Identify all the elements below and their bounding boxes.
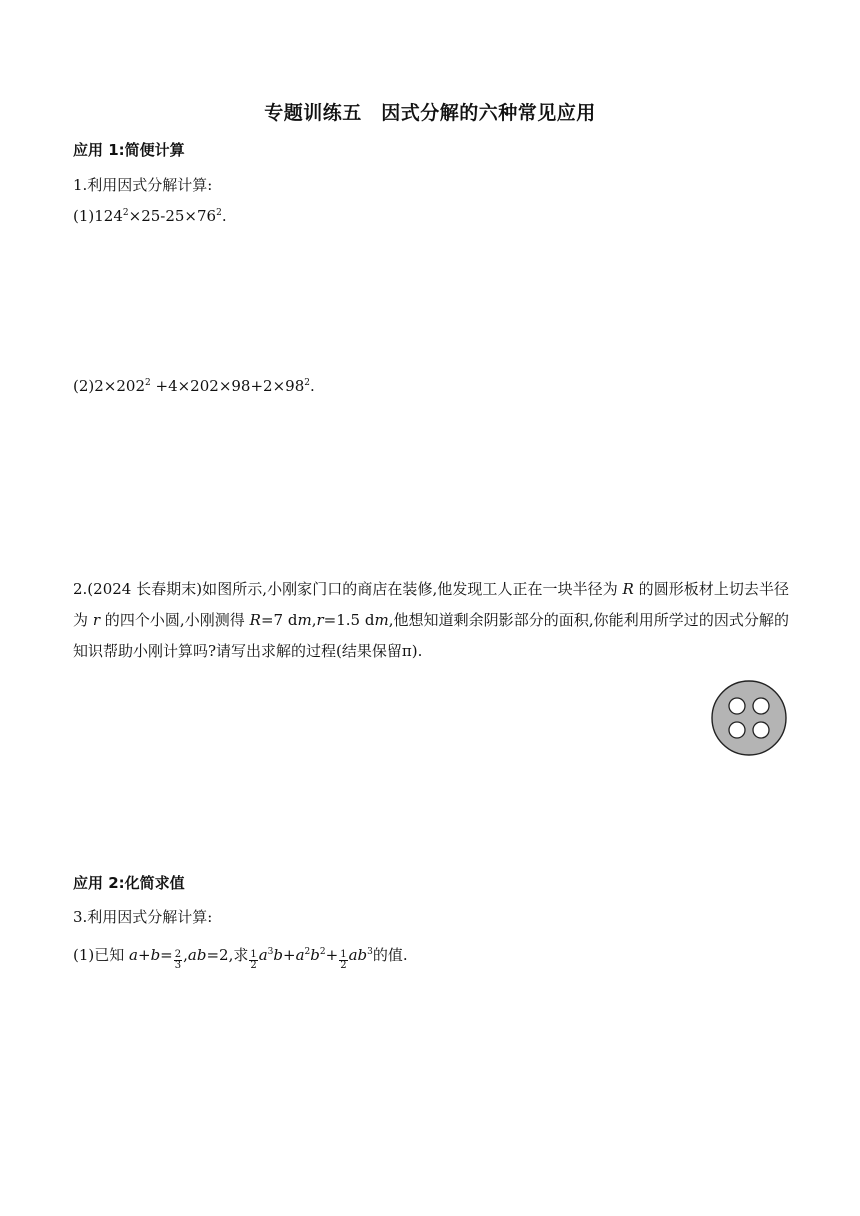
fraction-denominator: 2 bbox=[340, 960, 347, 971]
var-m: m bbox=[374, 611, 389, 629]
q3-text-pre: (1)已知 bbox=[73, 946, 125, 964]
board-with-holes-figure bbox=[708, 679, 790, 757]
comma: , bbox=[183, 946, 188, 964]
var-b: b bbox=[310, 946, 320, 964]
exponent: 2 bbox=[145, 378, 151, 388]
q1-p2-text-a: (2)2×202 bbox=[73, 377, 145, 395]
section-heading-2: 应用 2:化简求值 bbox=[73, 874, 185, 892]
q2-text-4: =7 d bbox=[260, 611, 298, 629]
fraction-denominator: 3 bbox=[174, 960, 182, 971]
fraction-two-thirds bbox=[174, 950, 182, 971]
question-3-part-1 bbox=[73, 944, 408, 971]
var-r: r bbox=[92, 611, 100, 629]
q1-p1-text-c: . bbox=[221, 207, 227, 225]
exponent: 2 bbox=[319, 947, 326, 957]
small-circle bbox=[753, 698, 769, 714]
question-1-stem: 1.利用因式分解计算: bbox=[73, 176, 213, 194]
var-r: r bbox=[316, 611, 324, 629]
small-circle bbox=[729, 722, 745, 738]
question-3-stem: 3.利用因式分解计算: bbox=[73, 908, 213, 926]
q2-text-6: =1.5 d bbox=[323, 611, 375, 629]
var-m: m bbox=[297, 611, 312, 629]
outer-circle bbox=[712, 681, 786, 755]
q2-text-3: 的四个小圆,小刚测得 bbox=[104, 611, 245, 629]
q2-text-1: 2.(2024 长春期末)如图所示,小刚家门口的商店在装修,他发现工人正在一块半径为 bbox=[73, 580, 618, 598]
exponent: 3 bbox=[267, 947, 274, 957]
q3-text-tail: 的值. bbox=[372, 946, 408, 964]
plus-sign: + bbox=[283, 946, 296, 964]
var-ab: ab bbox=[348, 946, 368, 964]
q2-text-5: , bbox=[311, 611, 317, 629]
q1-p1-text-a: (1)124 bbox=[73, 207, 123, 225]
small-circle bbox=[729, 698, 745, 714]
exponent: 2 bbox=[122, 208, 129, 218]
exponent: 3 bbox=[367, 947, 373, 957]
q3-text-eq2: =2,求 bbox=[206, 946, 249, 964]
exponent: 2 bbox=[216, 208, 222, 218]
q2-text-2: 的圆形板材上切去半径为 bbox=[73, 580, 789, 629]
equals-sign: = bbox=[160, 946, 173, 964]
exponent: 2 bbox=[304, 947, 311, 957]
var-b: b bbox=[273, 946, 284, 964]
question-1-part-1 bbox=[73, 207, 227, 225]
small-circle bbox=[753, 722, 769, 738]
fraction-numerator: 2 bbox=[174, 949, 182, 960]
var-a: a bbox=[295, 946, 305, 964]
var-R: R bbox=[249, 611, 261, 629]
section-heading-1: 应用 1:简便计算 bbox=[73, 141, 185, 159]
page-title: 专题训练五 因式分解的六种常见应用 bbox=[264, 102, 596, 124]
q1-p2-text-b: +4×202×98+2×98 bbox=[150, 377, 305, 395]
var-a: a bbox=[129, 946, 138, 964]
question-2 bbox=[73, 574, 789, 667]
exponent: 2 bbox=[304, 378, 310, 388]
plus-sign: + bbox=[325, 946, 339, 964]
question-1-part-2 bbox=[73, 377, 315, 395]
var-R: R bbox=[622, 580, 634, 598]
plus-sign: + bbox=[137, 946, 151, 964]
q1-p1-text-b: ×25-25×76 bbox=[128, 207, 217, 225]
q1-p2-text-c: . bbox=[309, 377, 315, 395]
fraction-one-half bbox=[249, 950, 257, 971]
q2-text-7: ,他想知道剩余阴影部分的面积,你能利用所学过的因式分解的知识帮助小刚计算吗?请写出求解的过程(结果保留π). bbox=[73, 611, 789, 660]
var-a: a bbox=[258, 946, 268, 964]
fraction-denominator: 2 bbox=[250, 960, 257, 971]
fraction-one-half bbox=[339, 950, 347, 971]
fraction-numerator: 1 bbox=[340, 949, 347, 960]
var-ab: ab bbox=[187, 946, 207, 964]
var-b: b bbox=[150, 946, 161, 964]
fraction-numerator: 1 bbox=[250, 949, 257, 960]
